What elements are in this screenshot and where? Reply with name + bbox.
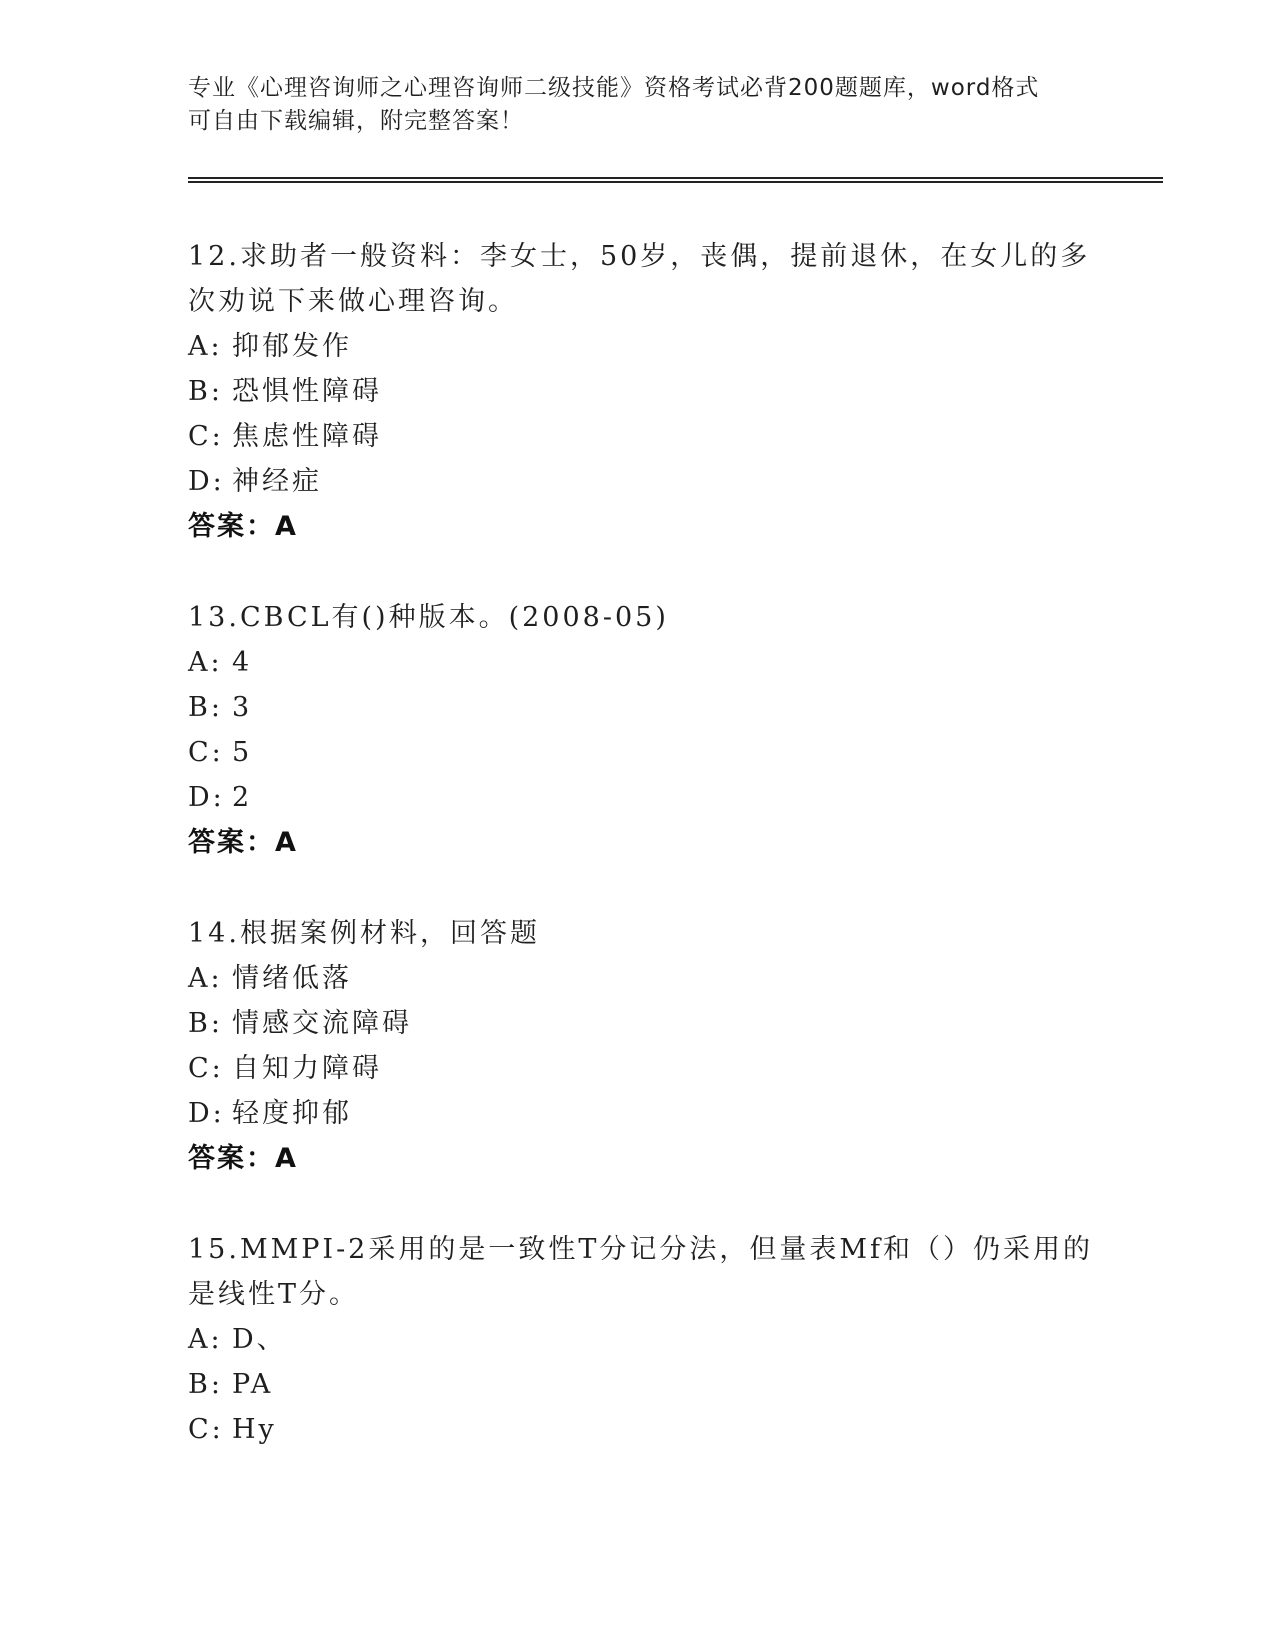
document-header — [188, 72, 1088, 138]
option-letter: C: — [188, 1053, 224, 1084]
option-letter: B: — [188, 1369, 223, 1400]
question-15 — [188, 1227, 1108, 1452]
question-stem: 15.MMPI-2采用的是一致性T分记分法，但量表Mf和（）仍采用的是线性T分。 — [188, 1234, 1094, 1310]
option-letter: D: — [188, 782, 225, 813]
option-letter: A: — [188, 647, 223, 678]
option-text: 5 — [232, 737, 253, 768]
option-d — [188, 459, 1108, 504]
header-divider — [188, 177, 1163, 183]
answer-label: 答案：A — [188, 1143, 298, 1174]
option-a — [188, 640, 1108, 685]
option-letter: C: — [188, 737, 224, 768]
option-b — [188, 685, 1108, 730]
option-c — [188, 414, 1108, 459]
option-text: PA — [232, 1369, 274, 1400]
option-letter: B: — [188, 376, 223, 407]
option-text: 神经症 — [232, 466, 322, 497]
answer-label: 答案：A — [188, 827, 298, 858]
option-letter: B: — [188, 1008, 223, 1039]
question-list — [188, 234, 1108, 1498]
question-stem: 14.根据案例材料，回答题 — [188, 918, 540, 949]
option-letter: D: — [188, 466, 225, 497]
header-line-1: 专业《心理咨询师之心理咨询师二级技能》资格考试必背200题题库，word格式 — [188, 75, 1040, 101]
option-text: 2 — [232, 782, 253, 813]
option-text: 抑郁发作 — [232, 331, 352, 362]
option-a — [188, 324, 1108, 369]
option-letter: C: — [188, 421, 224, 452]
header-line-2: 可自由下载编辑，附完整答案！ — [188, 108, 524, 134]
option-letter: A: — [188, 963, 223, 994]
option-letter: A: — [188, 331, 223, 362]
option-text: Hy — [232, 1414, 277, 1445]
option-text: 焦虑性障碍 — [232, 421, 382, 452]
option-b — [188, 1001, 1108, 1046]
option-b — [188, 1362, 1108, 1407]
option-text: D、 — [232, 1324, 287, 1355]
option-text: 恐惧性障碍 — [232, 376, 382, 407]
question-13 — [188, 595, 1108, 865]
option-d — [188, 1091, 1108, 1136]
option-letter: A: — [188, 1324, 223, 1355]
answer-label: 答案：A — [188, 511, 298, 542]
option-b — [188, 369, 1108, 414]
option-letter: C: — [188, 1414, 224, 1445]
option-letter: B: — [188, 692, 223, 723]
option-text: 轻度抑郁 — [232, 1098, 352, 1129]
option-a — [188, 1317, 1108, 1362]
option-a — [188, 956, 1108, 1001]
option-c — [188, 1046, 1108, 1091]
option-c — [188, 1407, 1108, 1452]
option-text: 情感交流障碍 — [232, 1008, 412, 1039]
option-text: 3 — [232, 692, 253, 723]
question-stem: 13.CBCL有()种版本。(2008-05) — [188, 602, 669, 633]
option-letter: D: — [188, 1098, 225, 1129]
question-12 — [188, 234, 1108, 549]
question-stem: 12.求助者一般资料：李女士，50岁，丧偶，提前退休，在女儿的多次劝说下来做心理咨询。 — [188, 241, 1091, 317]
option-text: 自知力障碍 — [232, 1053, 382, 1084]
option-c — [188, 730, 1108, 775]
option-text: 4 — [232, 647, 253, 678]
option-text: 情绪低落 — [232, 963, 352, 994]
option-d — [188, 775, 1108, 820]
question-14 — [188, 911, 1108, 1181]
